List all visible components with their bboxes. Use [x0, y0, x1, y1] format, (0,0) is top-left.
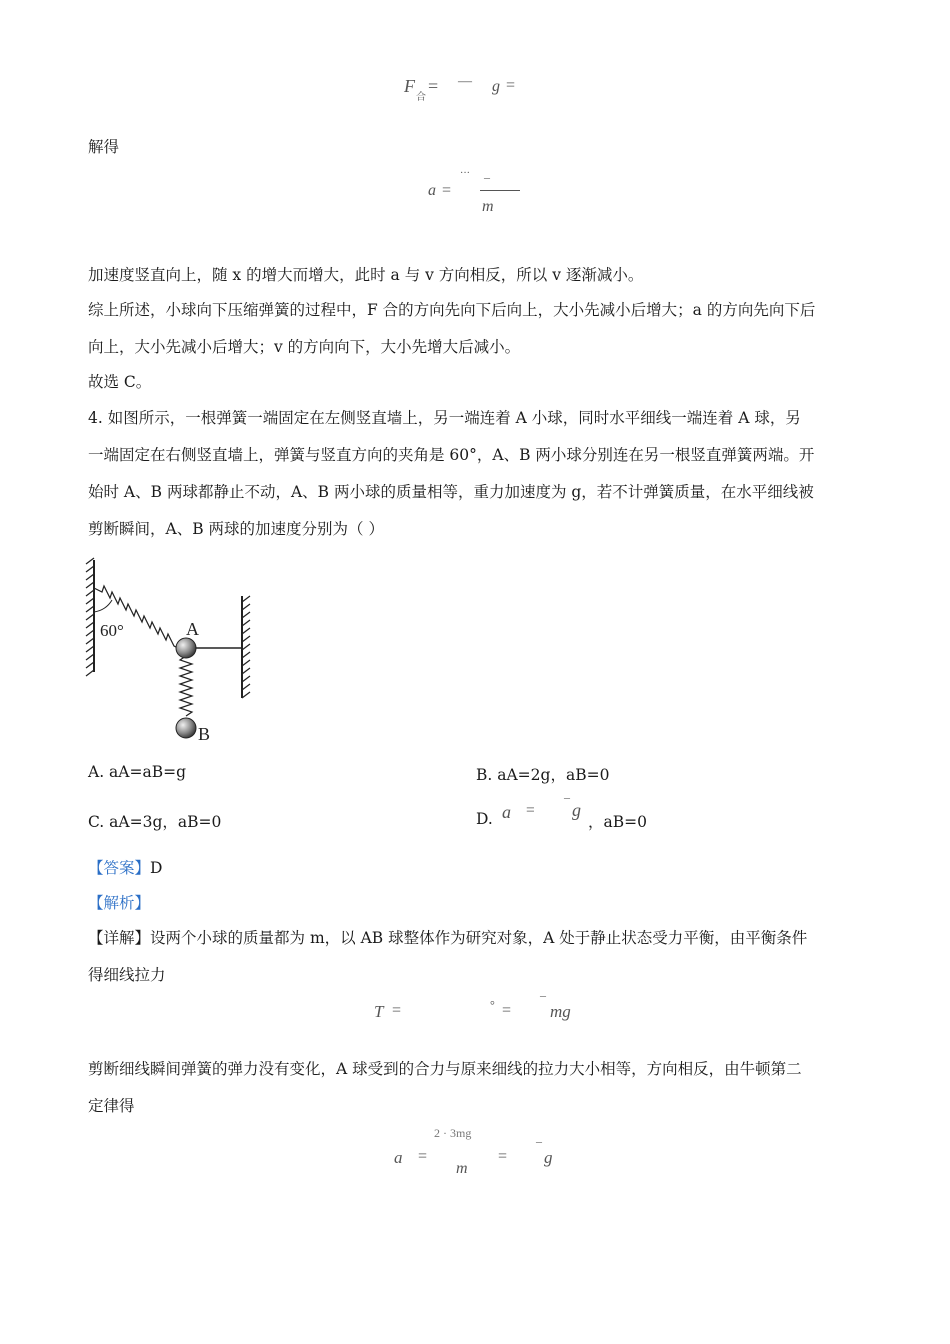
- formula-a-den: m: [482, 198, 494, 215]
- para-acceleration-up: 加速度竖直向上，随 x 的增大而增大，此时 a 与 v 方向相反，所以 v 逐渐减小。: [88, 266, 644, 284]
- left-wall-hatch: [86, 558, 94, 676]
- right-wall-hatch: [242, 596, 250, 698]
- question-4-line-4: 剪断瞬间，A、B 两球的加速度分别为（ ）: [88, 520, 384, 538]
- angle-arc: [94, 600, 112, 612]
- formula-eq: =: [428, 76, 439, 96]
- formula-a-num-dash: –: [484, 170, 490, 184]
- formula-t-deg: °: [490, 998, 495, 1012]
- ball-a-label: A: [186, 619, 199, 639]
- detail-line-2: 得细线拉力: [88, 966, 166, 984]
- formula-final-eq2: =: [498, 1148, 508, 1165]
- answer-tag: 【答案】: [88, 859, 151, 877]
- detail-line-1: [88, 928, 807, 948]
- formula-lhs-sub: 合: [416, 92, 426, 103]
- formula-acceleration: [428, 168, 538, 218]
- question-4-line-1: 4. 如图所示，一根弹簧一端固定在左侧竖直墙上，另一端连着 A 小球，同时水平细线一端连着 A 球，另: [88, 409, 801, 427]
- answer-line: [88, 858, 162, 878]
- detail-text-1: 设两个小球的质量都为 m，以 AB 球整体作为研究对象，A 处于静止状态受力平衡，由平衡条件: [150, 929, 808, 947]
- option-d-eq: =: [526, 802, 535, 819]
- vertical-spring: [180, 656, 192, 716]
- option-d-prefix: D.: [476, 810, 493, 828]
- formula-tail: =: [506, 77, 516, 94]
- answer-value: D: [150, 859, 163, 877]
- formula-dash: —: [458, 74, 472, 89]
- formula-g: g: [492, 78, 500, 95]
- para-summary-1: 综上所述，小球向下压缩弹簧的过程中，F 合的方向先向下后向上，大小先减小后增大；a 的方向先向下后: [88, 301, 816, 319]
- formula-final-den: m: [456, 1160, 468, 1177]
- formula-t-eq2: =: [502, 1002, 512, 1019]
- formula-final-eq: =: [418, 1148, 428, 1165]
- angle-label: 60°: [100, 621, 124, 640]
- analysis-tag: 【解析】: [88, 894, 151, 912]
- formula-tension: [374, 990, 584, 1024]
- ball-a: [176, 638, 196, 658]
- spring-figure: [82, 556, 262, 746]
- para-summary-2: 向上，大小先减小后增大；v 的方向向下，大小先增大后减小。: [88, 338, 521, 356]
- option-d-suffix: ，aB=0: [588, 813, 647, 831]
- solve-label: 解得: [88, 138, 120, 156]
- formula-t-rhs: mg: [550, 1002, 571, 1021]
- option-b: B. aA=2g，aB=0: [476, 766, 610, 784]
- para-cut-string-2: 定律得: [88, 1097, 135, 1115]
- option-c: C. aA=3g，aB=0: [88, 813, 222, 831]
- formula-lhs: F: [404, 76, 415, 96]
- para-cut-string-1: 剪断细线瞬间弹簧的弹力没有变化，A 球受到的合力与原来细线的拉力大小相等，方向相反，由牛顿第二: [88, 1060, 802, 1078]
- option-a: A. aA=aB=g: [88, 763, 187, 781]
- ball-b-label: B: [198, 724, 211, 744]
- question-4-line-3: 始时 A、B 两球都静止不动，A、B 两小球的质量相等，重力加速度为 g，若不计弹簧质量，在水平细线被: [88, 483, 814, 501]
- option-d-a: a: [502, 802, 511, 822]
- ball-b: [176, 718, 196, 738]
- formula-a-lhs: a: [428, 182, 436, 199]
- formula-final-lhs: a: [394, 1148, 403, 1167]
- choose-c: 故选 C。: [88, 373, 152, 391]
- formula-final-fraction-bar: [434, 1152, 486, 1153]
- formula-t-lhs: T: [374, 1002, 384, 1021]
- option-d-bar: –: [564, 790, 570, 804]
- formula-final-rhs: g: [544, 1148, 553, 1167]
- formula-net-force: [400, 76, 540, 102]
- formula-final-num: 2 · 3mg: [434, 1126, 472, 1140]
- formula-t-bar: –: [540, 988, 546, 1002]
- formula-a-num-dots: ···: [460, 168, 470, 179]
- option-d-g: g: [572, 800, 581, 820]
- detail-tag: 【详解】: [88, 929, 151, 947]
- question-4-line-2: 一端固定在右侧竖直墙上，弹簧与竖直方向的夹角是 60°，A、B 两小球分别连在另一根竖直弹簧两端。开: [88, 446, 815, 464]
- option-d: [476, 790, 676, 834]
- formula-a-fraction-bar: [480, 190, 520, 191]
- formula-final-acceleration: [394, 1126, 574, 1182]
- formula-t-eq: =: [392, 1002, 402, 1019]
- formula-a-eq: =: [442, 182, 452, 199]
- formula-final-bar: –: [536, 1134, 542, 1148]
